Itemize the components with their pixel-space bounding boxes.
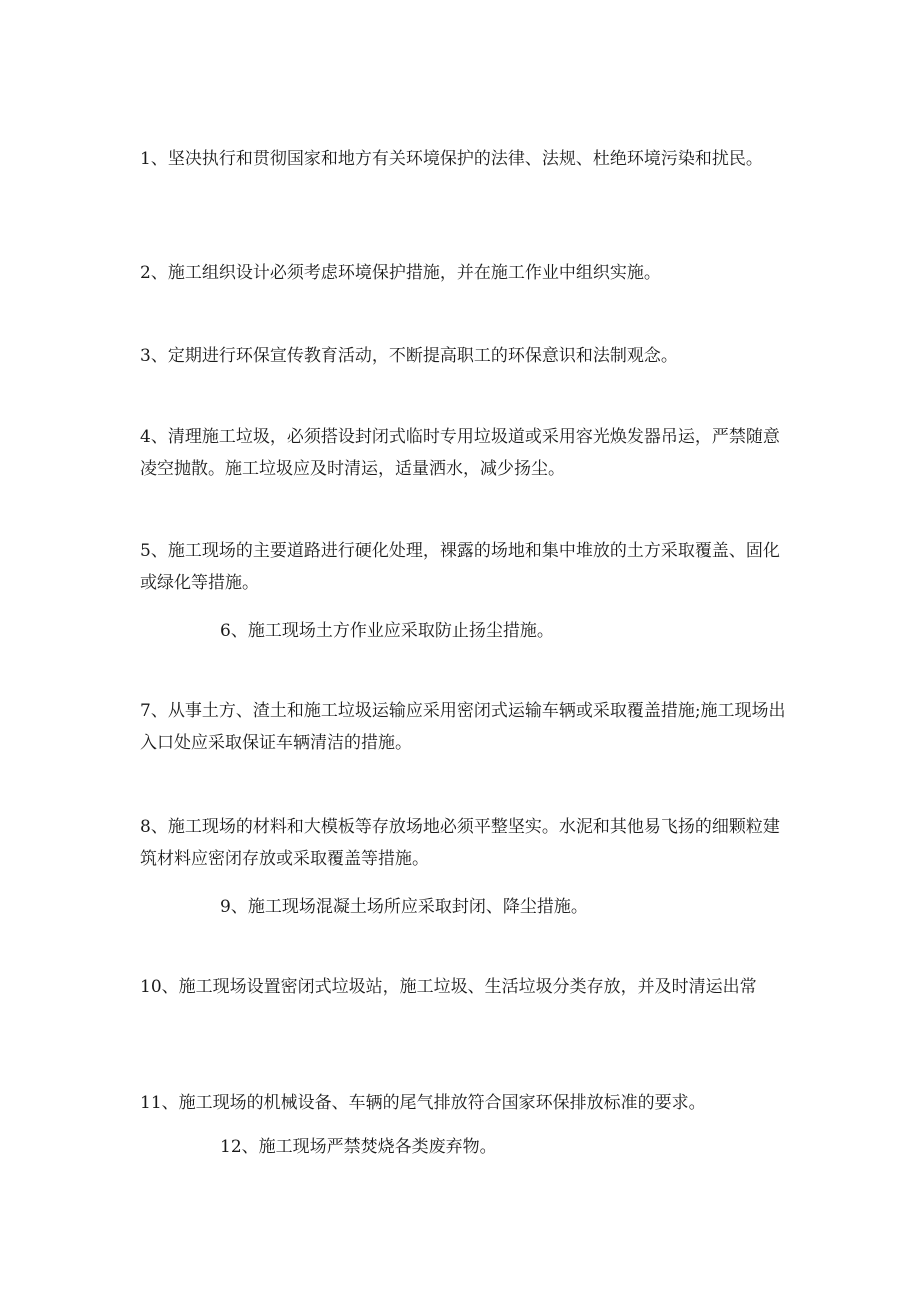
paragraph-item-9: 9、施工现场混凝土场所应采取封闭、降尘措施。: [220, 897, 588, 917]
paragraph-item-8: 8、施工现场的材料和大模板等存放场地必须平整坚实。水泥和其他易飞扬的细颗粒建筑材料应密闭存放或采取覆盖等措施。: [140, 817, 780, 869]
paragraph-item-2: 2、施工组织设计必须考虑环境保护措施，并在施工作业中组织实施。: [140, 263, 661, 283]
paragraph-item-7: 7、从事土方、渣土和施工垃圾运输应采用密闭式运输车辆或采取覆盖措施;施工现场出入口处应采取保证车辆清洁的措施。: [140, 701, 786, 753]
paragraph-item-12: 12、施工现场严禁焚烧各类废弃物。: [220, 1137, 497, 1157]
paragraph-item-1: 1、坚决执行和贯彻国家和地方有关环境保护的法律、法规、杜绝环境污染和扰民。: [140, 149, 763, 169]
paragraph-item-3: 3、定期进行环保宣传教育活动，不断提高职工的环保意识和法制观念。: [140, 346, 678, 366]
paragraph-item-5: 5、施工现场的主要道路进行硬化处理，裸露的场地和集中堆放的土方采取覆盖、固化或绿化等措施。: [140, 541, 780, 593]
paragraph-item-6: 6、施工现场土方作业应采取防止扬尘措施。: [220, 621, 554, 641]
paragraph-item-4: 4、清理施工垃圾，必须搭设封闭式临时专用垃圾道或采用容光焕发器吊运，严禁随意凌空抛散。施工垃圾应及时清运，适量洒水，减少扬尘。: [140, 427, 780, 479]
paragraph-item-10: 10、施工现场设置密闭式垃圾站，施工垃圾、生活垃圾分类存放，并及时清运出常: [140, 977, 757, 997]
paragraph-item-11: 11、施工现场的机械设备、车辆的尾气排放符合国家环保排放标准的要求。: [140, 1093, 706, 1113]
